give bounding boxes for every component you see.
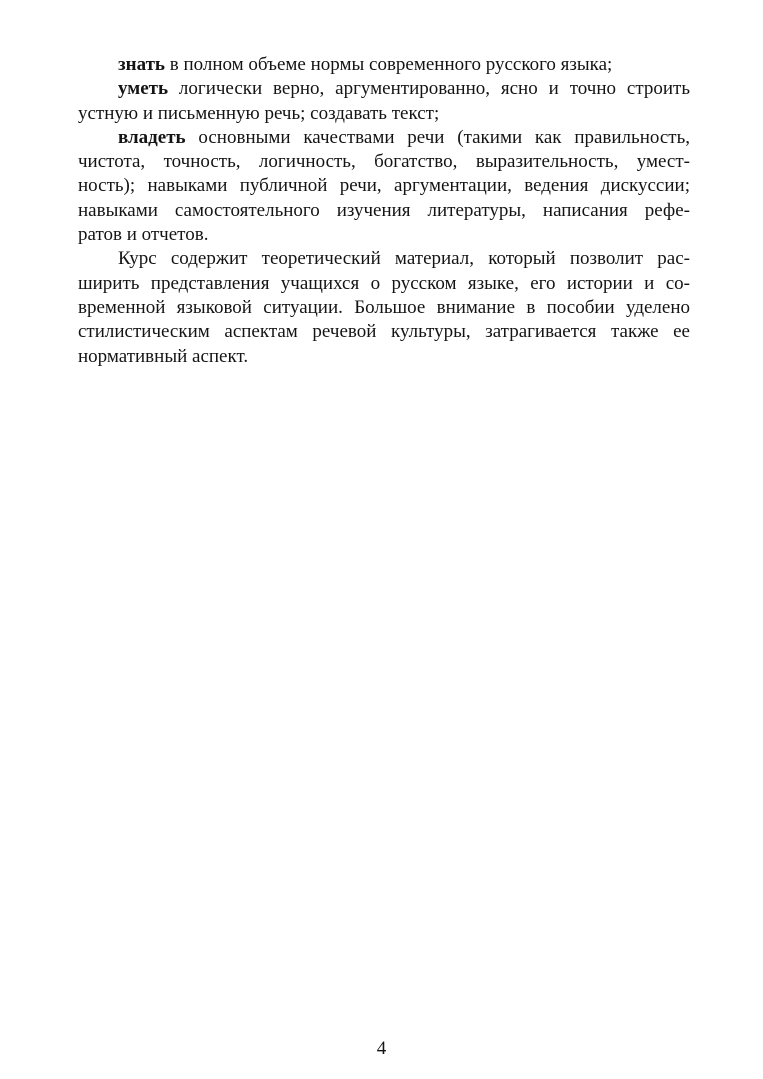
- text-line: [78, 126, 690, 150]
- text-line: [78, 77, 690, 101]
- text-line-body: в полном объеме нормы современного русского языка;: [164, 54, 613, 75]
- text-line-body: стилистическим аспектам речевой культуры, затрагивается также ее: [78, 321, 690, 343]
- bold-term: знать: [118, 54, 165, 75]
- bold-term: уметь: [118, 78, 169, 100]
- text-line: [78, 199, 690, 223]
- text-line: [78, 102, 690, 126]
- text-line-body: ность); навыками публичной речи, аргументации, ведения дискуссии;: [78, 175, 690, 197]
- text-line: [78, 296, 690, 320]
- text-line: [78, 223, 690, 247]
- text-line: [78, 247, 690, 271]
- text-line: [78, 53, 690, 77]
- text-line-body: Курс содержит теоретический материал, который позволит рас-: [118, 248, 690, 270]
- text-line-body: нормативный аспект.: [78, 345, 249, 367]
- page-number: 4: [376, 1038, 387, 1059]
- text-line-body: основными качествами речи (такими как правильность,: [185, 126, 690, 148]
- text-line: [78, 272, 690, 296]
- text-line-body: логически верно, аргументированно, ясно и точно строить: [168, 78, 690, 100]
- bold-term: владеть: [118, 126, 186, 148]
- text-line-body: навыками самостоятельного изучения литературы, написания рефе-: [78, 199, 690, 221]
- text-line: [78, 150, 690, 174]
- text-line-body: чистота, точность, логичность, богатство, выразительность, умест-: [78, 151, 690, 173]
- text-line-body: устную и письменную речь; создавать текст;: [78, 102, 440, 124]
- text-line-body: ширить представления учащихся о русском языке, его истории и со-: [78, 272, 690, 294]
- text-line: [78, 320, 690, 344]
- text-line: [78, 345, 690, 369]
- text-line-body: временной языковой ситуации. Большое внимание в пособии уделено: [78, 296, 690, 318]
- text-block: [78, 53, 690, 369]
- text-line: [78, 174, 690, 198]
- text-line-body: ратов и отчетов.: [78, 224, 209, 246]
